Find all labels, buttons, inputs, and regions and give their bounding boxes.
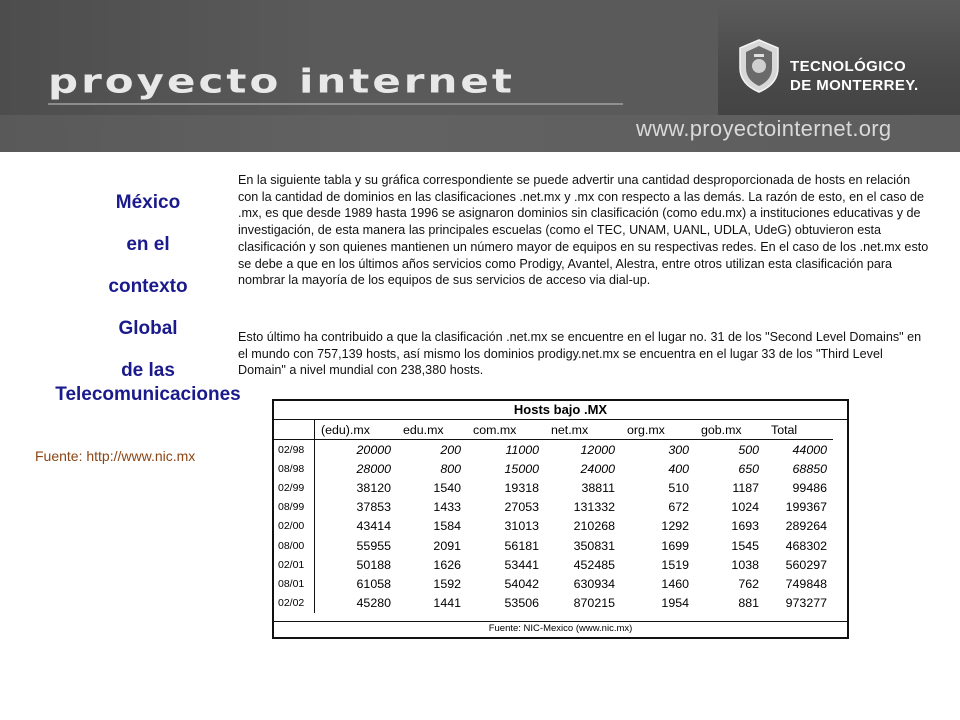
host-count-cell: 38120 [356,480,391,495]
side-title-line: Telecomunicaciones [55,384,241,405]
host-count-cell: 452485 [573,557,615,572]
table-title: Hosts bajo .MX [274,401,847,420]
logo-title: proyecto internet [48,62,515,101]
host-count-cell: 199367 [785,500,827,515]
host-count-cell: 1592 [433,576,461,591]
host-count-cell: 1954 [661,596,689,611]
period-cell: 08/01 [274,574,315,593]
table-row [274,478,833,497]
host-count-cell: 50188 [356,557,391,572]
table-row [274,517,833,536]
host-count-cell: 800 [440,461,461,476]
host-count-cell: 12000 [580,442,615,457]
period-cell: 08/00 [274,536,315,555]
host-count-cell: 2091 [433,538,461,553]
column-header: com.mx [467,420,545,440]
host-count-cell: 672 [668,500,689,515]
host-count-cell: 19318 [504,480,539,495]
host-count-cell: 1441 [433,596,461,611]
period-cell: 02/02 [274,594,315,613]
host-count-cell: 20000 [356,442,391,457]
host-count-cell: 31013 [504,519,539,534]
host-count-cell: 1693 [731,519,759,534]
host-count-cell: 11000 [505,442,539,457]
table-source: Fuente: NIC-Mexico (www.nic.mx) [274,621,847,637]
host-count-cell: 68850 [792,461,827,476]
host-count-cell: 1626 [433,557,461,572]
host-count-cell: 45280 [356,596,391,611]
column-header: gob.mx [695,420,765,440]
side-title-line: de las [121,360,175,381]
host-count-cell: 28000 [356,461,391,476]
host-count-cell: 510 [668,480,689,495]
institution-seal-icon [736,38,782,94]
host-count-cell: 15000 [504,461,539,476]
host-count-cell: 1519 [661,557,689,572]
host-count-cell: 1699 [661,538,689,553]
host-count-cell: 131332 [573,500,615,515]
host-count-cell: 55955 [356,538,391,553]
column-header [274,420,315,440]
side-title-line: en el [126,234,170,255]
host-count-cell: 749848 [785,576,827,591]
column-header: Total [765,420,833,440]
period-cell: 08/99 [274,498,315,517]
host-count-cell: 500 [738,442,759,457]
host-count-cell: 881 [738,596,759,611]
host-count-cell: 43414 [356,519,391,534]
period-cell: 02/00 [274,517,315,536]
host-count-cell: 650 [738,461,759,476]
host-count-cell: 54042 [504,576,539,591]
table-row [274,440,833,460]
host-count-cell: 44000 [792,442,827,457]
table-row [274,594,833,613]
host-count-cell: 350831 [573,538,615,553]
table-row [274,574,833,593]
side-title [30,190,266,412]
source-link[interactable]: Fuente: http://www.nic.mx [35,448,196,464]
host-count-cell: 200 [440,442,461,457]
host-count-cell: 37853 [356,500,391,515]
host-count-cell: 630934 [573,576,615,591]
host-count-cell: 38811 [581,480,615,495]
host-count-cell: 1540 [433,480,461,495]
host-count-cell: 1584 [433,519,461,534]
table-header-row [274,420,833,440]
table-row [274,536,833,555]
host-count-cell: 1292 [661,519,689,534]
hosts-table [272,399,849,639]
host-count-cell: 1187 [732,480,759,495]
institution-name-line1: TECNOLÓGICO [790,58,907,75]
column-header: edu.mx [397,420,467,440]
host-count-cell: 400 [668,461,689,476]
host-count-cell: 1038 [731,557,759,572]
host-count-cell: 53506 [504,596,539,611]
period-cell: 02/98 [274,440,315,460]
period-cell: 08/98 [274,459,315,478]
institution-name-line2: DE MONTERREY. [790,77,919,94]
host-count-cell: 468302 [785,538,827,553]
host-count-cell: 56181 [504,538,539,553]
host-count-cell: 53441 [504,557,539,572]
table-body [274,440,833,613]
host-count-cell: 870215 [573,596,615,611]
column-header: net.mx [545,420,621,440]
column-header: org.mx [621,420,695,440]
header-banner [0,0,960,152]
host-count-cell: 1024 [731,500,759,515]
host-count-cell: 61058 [356,576,391,591]
side-title-line: contexto [108,276,188,297]
hosts-data-table [274,420,833,613]
table-row [274,459,833,478]
host-count-cell: 24000 [580,461,615,476]
table-row [274,498,833,517]
host-count-cell: 762 [738,576,759,591]
host-count-cell: 27053 [504,500,539,515]
side-title-line: Global [118,318,178,339]
host-count-cell: 973277 [785,596,827,611]
host-count-cell: 560297 [785,557,827,572]
host-count-cell: 99486 [792,480,827,495]
host-count-cell: 210268 [573,519,615,534]
host-count-cell: 1545 [731,538,759,553]
paragraph-1: En la siguiente tabla y su gráfica correspondiente se puede advertir una cantidad desproporcionada de hosts en relación con la cantidad de dominios en las clasificaciones .net.mx y .mx con respecto a las demás. La razón de esto, en el caso de .mx, es que desde 1989 hasta 1996 se asignaron dominios sin clasificación (como edu.mx) a instituciones educativas y de investigación, de esta manera las principales escuelas (como el TEC, UNAM, UANL, UDLA, UdeG) obtuvieron esta clasificación y son quienes mantienen un número mayor de equipos en su respectivas redes. En el caso de los .net.mx esto se debe a que en los últimos años servicios como Prodigy, Avantel, Alestra, entre otros utilizan esta clasificación para nombrar la mayoría de los equipos de sus servicios de acceso via dial-up. [238,173,929,288]
host-count-cell: 1433 [433,500,461,515]
logo-underline [48,103,623,105]
site-url[interactable]: www.proyectointernet.org [636,116,892,141]
period-cell: 02/99 [274,478,315,497]
column-header: (edu).mx [315,420,398,440]
host-count-cell: 1460 [661,576,689,591]
table-row [274,555,833,574]
period-cell: 02/01 [274,555,315,574]
paragraph-2: Esto último ha contribuido a que la clasificación .net.mx se encuentre en el lugar no. 31 de los "Second Level Domains" en el mundo con 757,139 hosts, así mismo los dominios prodigy.net.mx se encuentra en el lugar 33 de los "Third Level Domain" a nivel mundial con 238,380 hosts. [238,330,922,378]
host-count-cell: 289264 [785,519,827,534]
side-title-line: México [115,192,181,213]
host-count-cell: 300 [668,442,689,457]
